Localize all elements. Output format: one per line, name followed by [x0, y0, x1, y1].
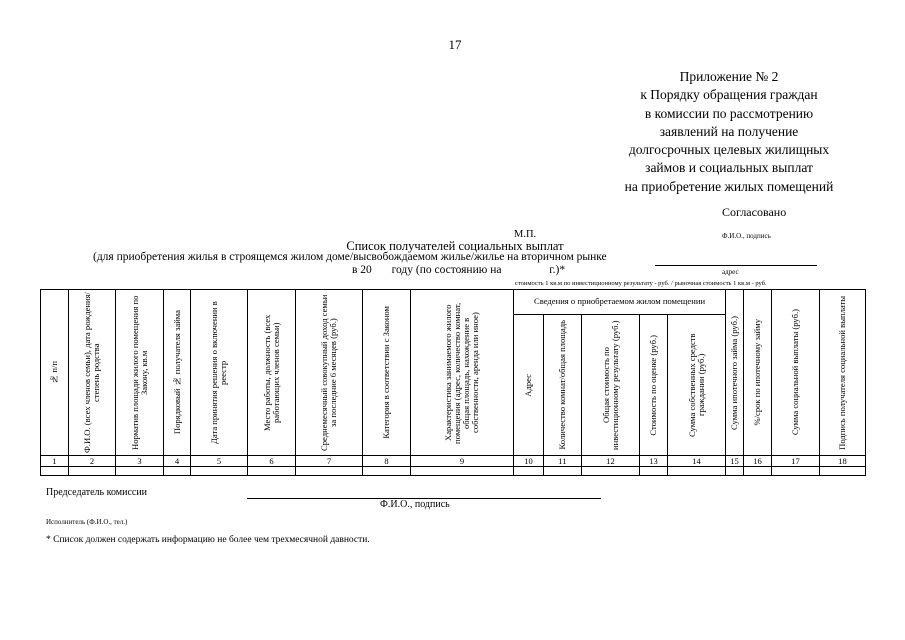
recipients-table	[40, 289, 866, 476]
column-number: 2	[69, 456, 116, 467]
column-header: Подпись получателя социальной выплаты	[820, 290, 866, 456]
column-header: Сумма собственных средств граждании (руб.)	[668, 315, 726, 456]
date-line	[352, 264, 565, 276]
address-underline	[655, 265, 817, 266]
column-header: Адрес	[514, 315, 544, 456]
column-header: Категория в соответствии с Законом	[363, 290, 411, 456]
column-header: Норматив площади жилого помещения по Закону, кв.м	[116, 290, 164, 456]
cost-line: стоимость 1 кв.м по инвестиционному результату - руб. / рыночная стоимость 1 кв.м - руб.	[515, 280, 767, 287]
approver-signature-label: Ф.И.О., подпись	[722, 232, 771, 240]
table-row	[41, 467, 866, 476]
column-header: Порядковый № получателя займа	[164, 290, 191, 456]
date-prefix: в 20	[352, 264, 372, 276]
column-number: 14	[668, 456, 726, 467]
footnote: * Список должен содержать информацию не более чем трехмесячной давности.	[46, 535, 370, 545]
column-number: 6	[248, 456, 296, 467]
page-number: 17	[448, 37, 462, 52]
column-number: 7	[296, 456, 363, 467]
column-number: 18	[820, 456, 866, 467]
column-header: Стоимость по оценке (руб.)	[640, 315, 668, 456]
column-header: Сумма ипотечного займа (руб.)	[726, 290, 744, 456]
list-title: Список получателей социальных выплат	[346, 239, 564, 253]
column-number: 16	[744, 456, 772, 467]
executor-label: Исполнитель (Ф.И.О., тел.)	[46, 518, 128, 526]
agreed-label: Согласовано	[722, 205, 787, 219]
column-header: Ф.И.О. (всех членов семьи), дата рождения/степень родства	[69, 290, 116, 456]
column-number: 10	[514, 456, 544, 467]
appendix-line: долгосрочных целевых жилищных	[628, 142, 830, 158]
stamp-place-label: М.П.	[514, 229, 537, 240]
column-number: 13	[640, 456, 668, 467]
column-header: Характеристика занимаемого жилого помещения (адрес, количество комнат, общая площадь, нахождение в собственности, аренда или иное)	[411, 290, 514, 456]
column-header: Общая стоимость по инвестиционному результату (руб.)	[582, 315, 640, 456]
column-header: № п/п	[41, 290, 69, 456]
date-end: г.)*	[549, 264, 566, 276]
appendix-line: в комиссии по рассмотрению	[644, 105, 814, 121]
appendix-line: заявлений на получение	[659, 123, 799, 139]
column-number: 15	[726, 456, 744, 467]
column-number: 11	[544, 456, 582, 467]
column-number: 4	[164, 456, 191, 467]
group-header: Сведения о приобретаемом жилом помещении	[514, 290, 726, 315]
column-header: %/срок по ипотечному займу	[744, 290, 772, 456]
appendix-line: к Порядку обращения граждан	[640, 87, 818, 103]
column-header: Место работы, должность (всех работающих членов семьи)	[248, 290, 296, 456]
address-label: адрес	[722, 268, 739, 276]
signature-label: Ф.И.О., подпись	[380, 499, 450, 510]
column-header: Дата принятия решения о включении в реестр	[191, 290, 248, 456]
column-number: 12	[582, 456, 640, 467]
column-number-row	[41, 456, 866, 467]
column-header: Среднемесячный совокупный доход семьи за последние 6 месяцев (руб.)	[296, 290, 363, 456]
list-subtitle: (для приобретения жилья в строящемся жилом доме/высвобождаемом жилье/жилье на вторичном рынке	[93, 251, 607, 263]
chairman-label: Председатель комиссии	[46, 487, 148, 498]
column-number: 5	[191, 456, 248, 467]
appendix-line: Приложение № 2	[679, 69, 779, 84]
date-suffix: году (по состоянию на	[391, 264, 502, 276]
column-number: 1	[41, 456, 69, 467]
column-number: 17	[772, 456, 820, 467]
column-header: Количество комнат/общая площадь	[544, 315, 582, 456]
appendix-line: на приобретение жилых помещений	[624, 178, 834, 194]
table-header-row	[41, 290, 866, 315]
column-number: 3	[116, 456, 164, 467]
column-number: 9	[411, 456, 514, 467]
column-header: Сумма социальной выплаты (руб.)	[772, 290, 820, 456]
column-number: 8	[363, 456, 411, 467]
appendix-line: займов и социальных выплат	[645, 160, 813, 176]
appendix-header	[600, 68, 858, 196]
